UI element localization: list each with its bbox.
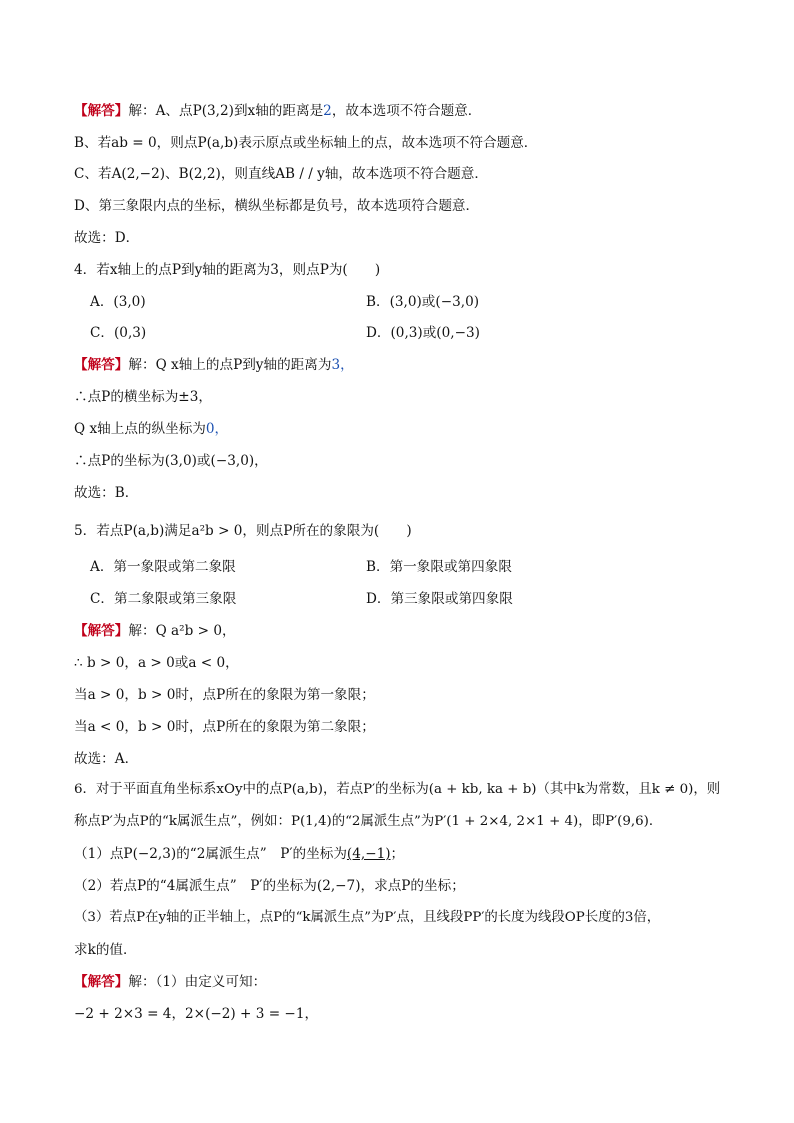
solution-prefix: 解： [128, 103, 156, 119]
q6-part-3-line-2: 求k的值． [74, 942, 137, 958]
q6-part-1 [74, 844, 754, 864]
q4-option-b: B．(3,0)或(−3,0) [366, 294, 480, 310]
q3-solution-line-4: D、第三象限内点的坐标，横纵坐标都是负号，故本选项符合题意． [74, 198, 480, 214]
q3-solution-line-1 [74, 101, 754, 121]
solution-prefix: 解： [128, 974, 156, 990]
q3-answer: 故选：D． [74, 230, 140, 246]
q5-solution-line-2: ∴ b > 0，a > 0或a < 0， [74, 655, 239, 671]
q4-stem: 4．若x轴上的点P到y轴的距离为3，则点P为( ) [74, 262, 381, 278]
solution-tag: 【解答】 [74, 974, 129, 990]
q5-solution-line-1 [74, 621, 754, 641]
solution-tag: 【解答】 [74, 357, 129, 373]
q5-solution-line-3: 当a > 0，b > 0时，点P所在的象限为第一象限； [74, 687, 375, 703]
q4-answer: 故选：B． [74, 485, 139, 501]
q6-part-1-text: （1）点P(−2,3)的“2属派生点” P′的坐标为 [74, 846, 347, 862]
q3-solution-line-2: B、若ab = 0，则点P(a,b)表示原点或坐标轴上的点，故本选项不符合题意． [74, 135, 538, 151]
q3-solution-tail: ，故本选项不符合题意． [331, 103, 482, 119]
q6-part-2: （2）若点P的“4属派生点” P′的坐标为(2,−7)，求点P的坐标； [74, 878, 465, 894]
solution-tag: 【解答】 [74, 103, 129, 119]
q4-solution-line-2: ∴点P的横坐标为±3， [74, 389, 212, 405]
q3-solution-value: 2 [323, 103, 332, 119]
q5-answer: 故选：A． [74, 751, 139, 767]
q4-solution-value: 0， [205, 421, 229, 437]
q6-solution-line-1 [74, 972, 754, 992]
q5-solution-text: Q a²b > 0， [155, 623, 236, 639]
q4-option-d: D．(0,3)或(0,−3) [366, 325, 480, 341]
q4-solution-text: Q x轴上的点P到y轴的距离为 [155, 357, 332, 373]
q6-solution-line-2: −2 + 2×3 = 4，2×(−2) + 3 = −1， [74, 1006, 319, 1022]
q5-option-c: C．第二象限或第三象限 [90, 591, 237, 607]
q6-stem-line-1: 6．对于平面直角坐标系xOy中的点P(a,b)，若点P′的坐标为(a + kb, ka + b)（其中k为常数，且k ≠ 0)，则 [74, 782, 721, 797]
solution-prefix: 解： [128, 357, 156, 373]
q4-solution-line-1 [74, 355, 754, 375]
q6-part-1-answer: (4,−1) [346, 846, 391, 862]
q4-solution-line-4: ∴点P的坐标为(3,0)或(−3,0)， [74, 453, 268, 469]
q6-part-3-line-1: （3）若点P在y轴的正半轴上，点P的“k属派生点”为P′点，且线段PP′的长度为线段OP长度的3倍， [74, 910, 661, 925]
q6-solution-text: （1）由定义可知： [155, 974, 267, 990]
q4-option-c: C．(0,3) [90, 325, 147, 341]
q3-solution-line-3: C、若A(2,−2)、B(2,2)，则直线AB / / y轴，故本选项不符合题意． [74, 166, 488, 182]
q5-option-a: A．第一象限或第二象限 [90, 559, 236, 575]
q5-solution-line-4: 当a < 0，b > 0时，点P所在的象限为第二象限； [74, 719, 375, 735]
q5-option-b: B．第一象限或第四象限 [366, 559, 512, 575]
solution-tag: 【解答】 [74, 623, 129, 639]
q6-stem-line-2: 称点P′为点P的“k属派生点”，例如：P(1,4)的“2属派生点”为P′(1 + 2×4, 2×1 + 4)，即P′(9,6)． [74, 814, 663, 829]
q5-stem: 5．若点P(a,b)满足a²b > 0，则点P所在的象限为( ) [74, 523, 412, 539]
q5-option-d: D．第三象限或第四象限 [366, 591, 513, 607]
q4-option-a: A．(3,0) [90, 294, 146, 310]
q4-solution-text: Q x轴上点的纵坐标为 [74, 421, 206, 437]
q6-part-1-suffix: ； [390, 846, 405, 862]
q3-solution-text: A、点P(3,2)到x轴的距离是 [155, 103, 324, 119]
q4-solution-value: 3， [331, 357, 354, 373]
solution-prefix: 解： [128, 623, 156, 639]
q4-solution-line-3 [74, 419, 754, 439]
